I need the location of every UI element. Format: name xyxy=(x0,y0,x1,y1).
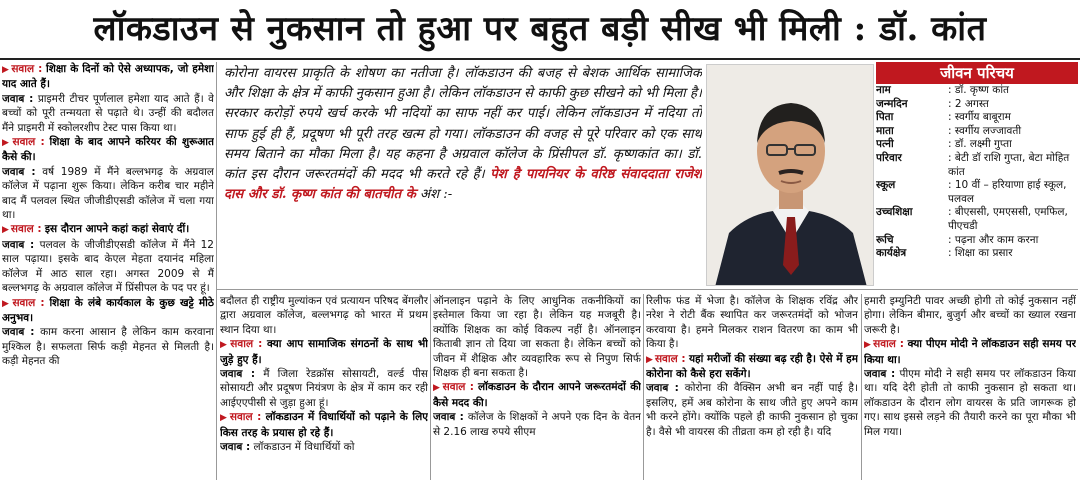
qa-answer: जवाब : प्राइमरी टीचर पूर्णलाल हमेशा याद आते हैं। वे बच्चों को पूरी तन्मयता से पढ़ाते थे। उन्हीं की बदौलत मैंने प्राइमरी में स्कोलरशीप टेस्ट पास किया था। xyxy=(2,92,214,134)
qa-answer: जवाब : कोरोना की वैक्सिन अभी बन नहीं पाई है। इसलिए, हमें अब कोरोना के साथ जीते हुए अपने काम भी करने होंगे। क्योंकि पहले ही काफी नुकसान हो चुका है। वैसे भी वायरस की तीव्रता कम हो रही है। यदि xyxy=(646,382,858,438)
bio-row: पत्नी : डॉ. लक्ष्मी गुप्ता xyxy=(876,138,1012,151)
qa-answer: जवाब : मैं जिला रेडक्रॉस सोसायटी, वर्ल्ड पीस सोसायटी और प्रदूषण नियंत्रण के क्षेत्र में काम कर रही आईएएपीसी से जुड़ा हुआ हूं। xyxy=(220,368,428,409)
bio-row: पिता : स्वर्गीय बाबूराम xyxy=(876,111,1011,124)
qa-answer: रिलीफ फंड में भेजा है। कॉलेज के शिक्षक रविंद्र और नरेश ने रोटी बैंक स्थापित कर जरूरतमंदों को भोजन करवाया है। हमने मिलकर राशन वितरण का काम भी किया है। xyxy=(646,295,858,351)
qa-answer: जवाब : पीएम मोदी ने सही समय पर लॉकडाउन किया था। यदि देरी होती तो काफी नुकसान हो सकता था। लॉकडाउन के दौरान लोग वायरस के प्रति जागरूक हो गए। साथ इससे लड़ने की तैयारी करने का पूरा मौका भी मिल गया। xyxy=(864,368,1076,438)
bio-row: माता : स्वर्गीय लज्जावती xyxy=(876,124,1022,137)
qa-column-3 xyxy=(433,294,641,480)
triangle-icon: ▶ xyxy=(2,225,9,236)
triangle-icon: ▶ xyxy=(2,138,11,149)
column-divider xyxy=(430,294,431,480)
qa-answer: हमारी इम्युनिटी पावर अच्छी होगी तो कोई नुकसान नहीं होगा। लेकिन बीमार, बुजुर्ग और बच्चों का ख्याल रखना जरूरी है। xyxy=(864,295,1076,336)
headline-rule xyxy=(0,58,1080,60)
qa-answer: जवाब : वर्ष 1989 में मैंने बल्लभगढ़ के अग्रवाल कॉलेज में पढ़ाना शुरू किया। लेकिन करीब चार महीने बाद मैं पलवल स्थित जीजीडीएसडी कॉलेज में चला गया था। xyxy=(2,165,214,222)
column-divider xyxy=(861,294,862,480)
qa-answer: ऑनलाइन पढ़ाने के लिए आधुनिक तकनीकियों का इस्तेमाल किया जा रहा है। लेकिन यह मजबूरी है। क्योंकि शिक्षक का कोई विकल्प नहीं है। ऑनलाइन किताबी ज्ञान तो दिया जा सकता है। लेकिन बच्चों को जीवन में शैक्षिक और व्यवहारिक रूप से निपुण सिर्फ शिक्षक ही बना सकता है। xyxy=(433,295,641,380)
bio-row: जन्मदिन : 2 अगस्त xyxy=(876,97,989,110)
triangle-icon: ▶ xyxy=(2,65,10,75)
qa-answer: जवाब : पलवल के जीजीडीएसडी कॉलेज में मैंने 12 साल पढ़ाया। इसके बाद केएल मेहता दयानंद महिला कॉलेज में आठ साल रहा। अगस्त 2009 से मैं बल्लभगढ़ के अग्रवाल कॉलेज में प्रिंसीपल के पद पर हूं। xyxy=(2,238,214,295)
bio-row: कार्यक्षेत्र : शिक्षा का प्रसार xyxy=(876,247,1013,260)
headline: लॉकडाउन से नुकसान तो हुआ पर बहुत बड़ी सीख भी मिली : डॉ. कांत xyxy=(93,9,987,49)
bio-row: रूचि : पढ़ना और काम करना xyxy=(876,233,1039,246)
portrait-photo xyxy=(706,64,874,286)
qa-column-4 xyxy=(646,294,858,480)
qa-question: ▶ सवाल : क्या आप सामाजिक संगठनों के साथ भी जुड़े हुए हैं। xyxy=(220,338,428,366)
triangle-icon: ▶ xyxy=(220,413,228,424)
column-divider xyxy=(216,62,217,480)
section-divider xyxy=(216,289,1078,290)
portrait-illustration xyxy=(707,65,874,286)
qa-question: ▶ सवाल : लॉकडाउन के दौरान आपने जरूरतमंदों की कैसे मदद की। xyxy=(433,381,641,409)
qa-answer: जवाब : काम करना आसान है लेकिन काम करवाना मुश्किल है। सफलता सिर्फ कड़ी मेहनत से मिलती है। कड़ी मेहनत की xyxy=(2,326,214,368)
qa-question: ▶ सवाल : क्या पीएम मोदी ने लॉकडाउन सही समय पर किया था। xyxy=(864,338,1076,366)
qa-question: ▶ सवाल : शिक्षा के दिनों को ऐसे अध्यापक, जो हमेशा याद आते हैं। xyxy=(2,63,214,91)
qa-answer: बदौलत ही राष्ट्रीय मुल्यांकन एवं प्रत्यायन परिषद बेंगलौर द्वारा अग्रवाल कॉलेज, बल्लभगढ़ को भारत में प्रथम स्थान दिया था। xyxy=(220,295,428,336)
triangle-icon: ▶ xyxy=(433,383,441,394)
triangle-icon: ▶ xyxy=(220,340,229,351)
qa-column-2 xyxy=(220,294,428,480)
intro-paragraph: कोरोना वायरस प्राकृति के शोषण का नतीजा है। लॉकडाउन की बजह से बेशक आर्थिक सामाजिक और शिक्षा के क्षेत्र में काफी नुकसान हुआ है। लेकिन लॉकडाउन से काफी कुछ सीखने को भी मिला है। सरकार करोड़ों रुपये खर्च करके भी नदियों का साफ नहीं कर पाई। लेकिन लॉकडाउन में नदिया तो साफ हुई ही हैं, प्रदूषण भी पूरी तरह खत्म हो गया। लॉकडाउन की वजह से पूरे परिवार को एक साथ समय बिताने का मौका मिला है। यह कहना है अग्रवाल कॉलेज के प्रिंसीपल डॉ. कृष्णकांत का। डॉ. कांत इस दौरान जरूरतमंदों की मदद भी करते रहे हैं। पेश है पायनियर के वरिष्ठ संवाददाता राजेश दास और डॉ. कृष्ण कांत की बातचीत के अंश :- xyxy=(224,66,702,203)
bio-row: स्कूल : 10 वीं – हरियाणा हाई स्कूल, पलवल xyxy=(876,179,1067,205)
bio-box xyxy=(876,62,1078,286)
triangle-icon: ▶ xyxy=(2,298,11,309)
qa-question: ▶ सवाल : शिक्षा के बाद आपने करियर की शुरूआत कैसे की। xyxy=(2,136,214,164)
qa-question: ▶ सवाल : इस दौरान आपने कहां कहां सेवाएं दीं। xyxy=(2,223,190,236)
bio-title: जीवन परिचय xyxy=(876,62,1078,84)
intro-highlight: पेश है पायनियर के वरिष्ठ संवाददाता राजेश दास और डॉ. कृष्ण कांत की बातचीत के xyxy=(224,167,702,203)
qa-answer: जवाब : लॉकडाउन में विधार्थियों को xyxy=(220,441,355,454)
triangle-icon: ▶ xyxy=(864,340,872,351)
column-divider xyxy=(643,294,644,480)
qa-question: ▶ सवाल : शिक्षा के लंबे कार्यकाल के कुछ खट्टे मीठे अनुभव। xyxy=(2,296,214,324)
qa-column-1 xyxy=(2,62,214,480)
qa-answer: जवाब : कॉलेज के शिक्षकों ने अपने एक दिन के वेतन से 2.16 लाख रुपये सीएम xyxy=(433,411,641,438)
qa-column-5 xyxy=(864,294,1076,480)
triangle-icon: ▶ xyxy=(646,354,653,365)
qa-question: ▶ सवाल : लॉकडाउन में विधार्थियों को पढ़ाने के लिए किस तरह के प्रयास हो रहे हैं। xyxy=(220,411,428,439)
qa-question: ▶ सवाल : यहां मरीजों की संख्या बढ़ रही है। ऐसे में हम कोरोना को कैसे हरा सकेंगे। xyxy=(646,352,858,381)
bio-row: उच्चशिक्षा : बीएससी, एमएससी, एमफिल, पीएचडी xyxy=(876,206,1068,232)
bio-row: परिवार : बेटी डॉ राशि गुप्ता, बेटा मोहित कांत xyxy=(876,151,1070,178)
bio-row: नाम : डॉ. कृष्ण कांत xyxy=(876,84,1010,96)
